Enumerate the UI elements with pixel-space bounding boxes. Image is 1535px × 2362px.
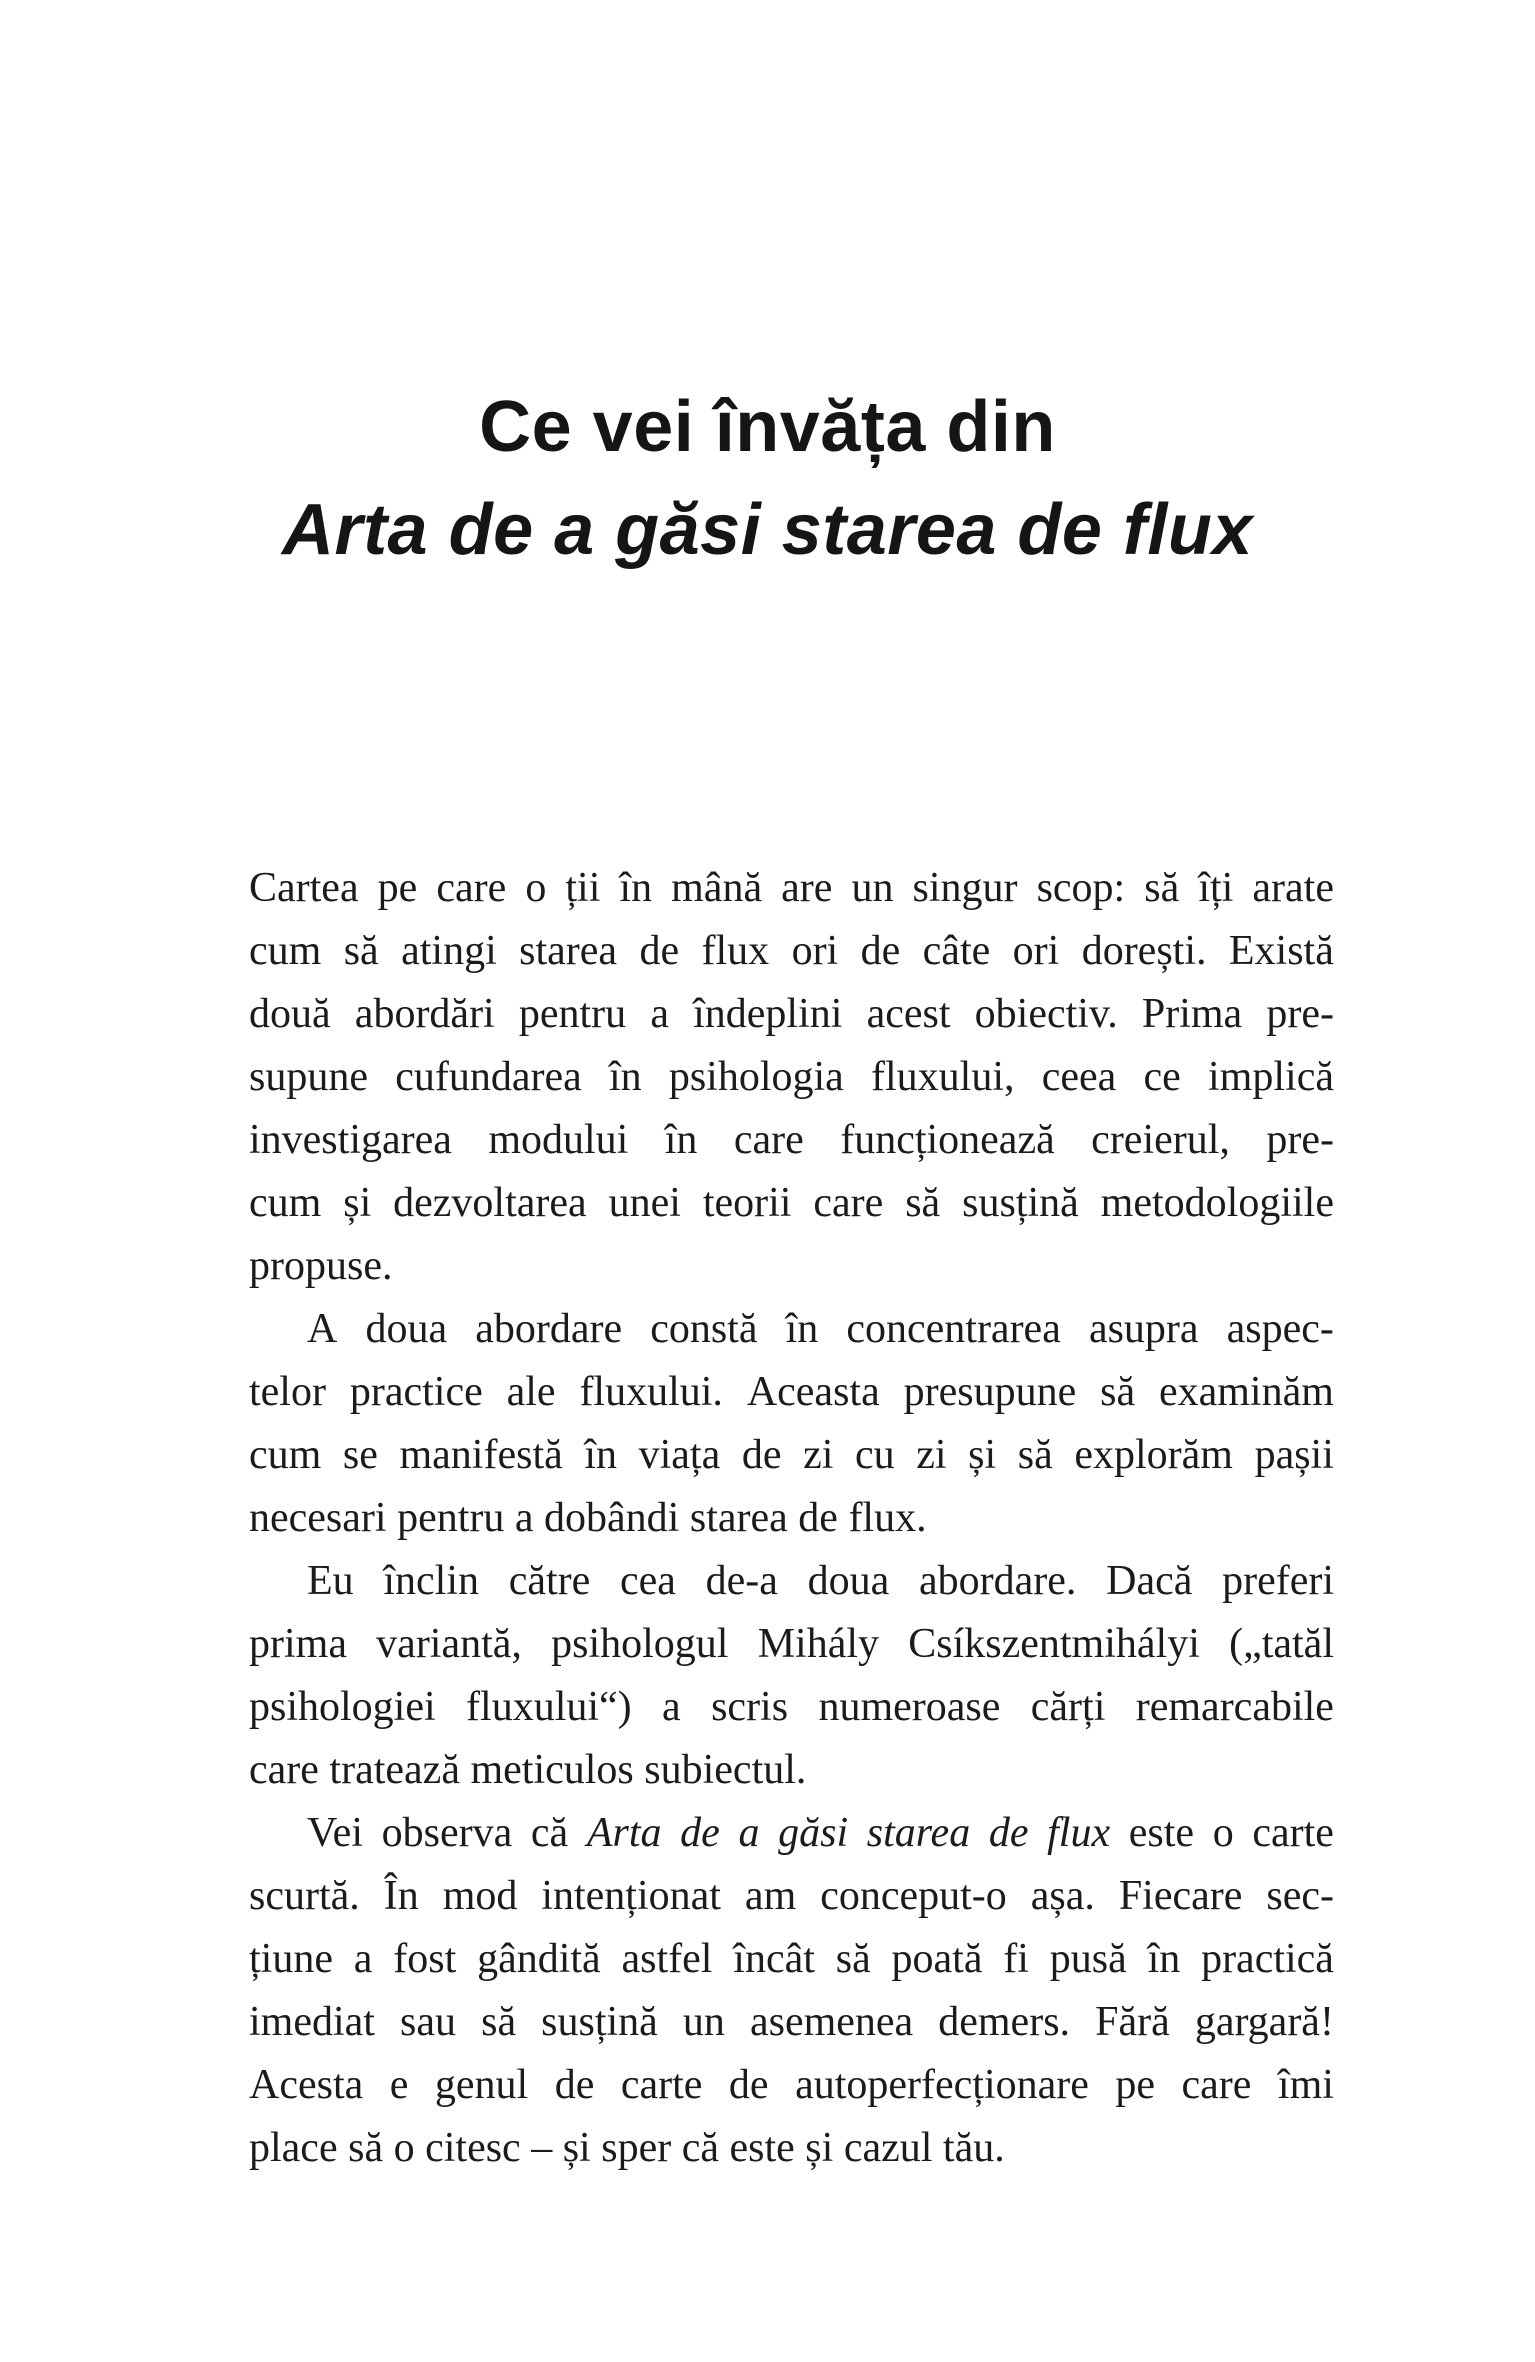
text-line: psihologiei fluxului“) a scris numeroase cărți remarcabile (249, 1684, 1334, 1730)
paragraph (249, 1550, 1334, 1802)
text-line: Acesta e genul de carte de autoperfecționare pe care îmi (249, 2062, 1334, 2108)
text-line: două abordări pentru a îndeplini acest obiectiv. Prima pre- (249, 991, 1334, 1037)
text-line: A doua abordare constă în concentrarea asupra aspec- (307, 1306, 1334, 1352)
text-line: scurtă. În mod intenționat am conceput-o așa. Fiecare sec- (249, 1873, 1334, 1919)
text-line: prima variantă, psihologul Mihály Csíkszentmihályi („tatăl (249, 1621, 1334, 1667)
text-line: țiune a fost gândită astfel încât să poată fi pusă în practică (249, 1936, 1334, 1982)
text-line: Cartea pe care o ții în mână are un singur scop: să îți arate (249, 865, 1334, 911)
chapter-heading (0, 376, 1535, 582)
text-line: care tratează meticulos subiectul. (249, 1747, 807, 1793)
text-line: cum se manifestă în viața de zi cu zi și să explorăm pașii (249, 1432, 1334, 1478)
text-line: supune cufundarea în psihologia fluxului, ceea ce implică (249, 1054, 1334, 1100)
text-line: imediat sau să susțină un asemenea demers. Fără gargară! (249, 1999, 1334, 2045)
text-line: Eu înclin către cea de-a doua abordare. Dacă preferi (307, 1558, 1334, 1604)
text-line: cum și dezvoltarea unei teorii care să susțină metodologiile (249, 1180, 1334, 1226)
text-line: propuse. (249, 1243, 393, 1289)
body-text (249, 857, 1334, 2180)
paragraph (249, 857, 1334, 1298)
text-line: cum să atingi starea de flux ori de câte ori dorești. Există (249, 928, 1334, 974)
chapter-heading-line-2-book-title: Arta de a găsi starea de flux (282, 490, 1253, 570)
text-line: telor practice ale fluxului. Aceasta presupune să examinăm (249, 1369, 1334, 1415)
text-line: investigarea modului în care funcționează creierul, pre- (249, 1117, 1334, 1163)
paragraph (249, 1802, 1334, 2180)
text-line: necesari pentru a dobândi starea de flux. (249, 1495, 927, 1541)
text-line: place să o citesc – și sper că este și cazul tău. (249, 2125, 1005, 2171)
paragraph (249, 1298, 1334, 1550)
chapter-heading-line-1: Ce vei învăța din (479, 387, 1056, 467)
text-line: Vei observa că Arta de a găsi starea de flux este o carte (307, 1810, 1334, 1856)
